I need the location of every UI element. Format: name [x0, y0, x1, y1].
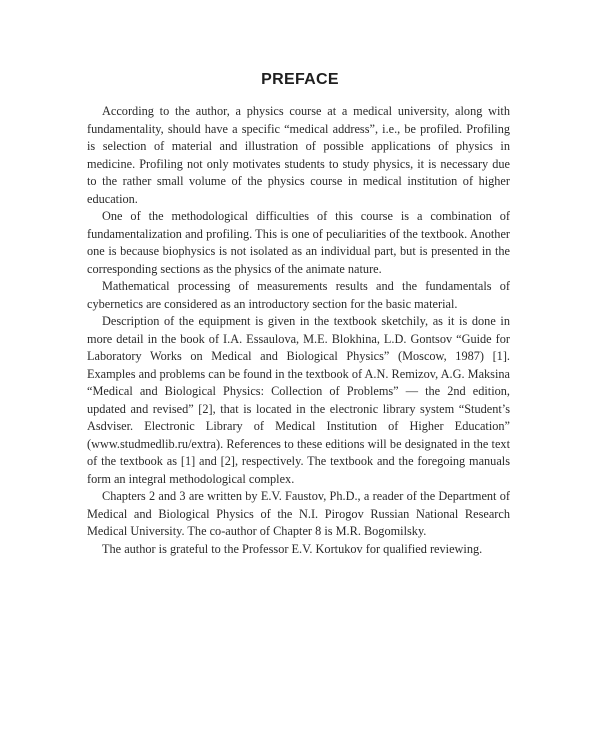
- page-title: PREFACE: [261, 71, 339, 88]
- paragraph: According to the author, a physics course at a medical university, along with fundamentality, should have a specific “medical address”, i.e., be profiled. Profiling is selection of material and illustration of possible applications of physics in medicine. Profiling not only motivates students to study physics, it is necessary due to the rather small volume of the physics course in medical institution of higher education.: [87, 104, 510, 206]
- paragraph: Mathematical processing of measurements results and the fundamentals of cybernetics are considered as an introductory section for the basic material.: [87, 279, 510, 311]
- paragraph: Chapters 2 and 3 are written by E.V. Faustov, Ph.D., a reader of the Department of Medical and Biological Physics of the N.I. Pirogov Russian National Research Medical University. The co-author of Chapter 8 is M.R. Bogomilsky.: [87, 489, 510, 538]
- preface-body: [87, 103, 510, 558]
- paragraph: One of the methodological difficulties of this course is a combination of fundamentalization and profiling. This is one of peculiarities of the textbook. Another one is because biophysics is not isolated as an individual part, but is presented in the corresponding sections as the physics of the animate nature.: [87, 209, 510, 276]
- paragraph: The author is grateful to the Professor E.V. Kortukov for qualified reviewing.: [102, 541, 483, 556]
- paragraph: Description of the equipment is given in the textbook sketchily, as it is done in more detail in the book of I.A. Essaulova, M.E. Blokhina, L.D. Gontsov “Guide for Laboratory Works on Medical and Biological Physics” (Moscow, 1987) [1]. Examples and problems can be found in the textbook of A.N. Remizov, A.G. Maksina “Medical and Biological Physics: Collection of Problems” — the 2nd edition, updated and revised” [2], that is located in the electronic library system “Student’s Asdviser. Electronic Library of Medical Institution of Higher Education” (www.studmedlib.ru/extra). References to these editions will be designated in the text of the textbook as [1] and [2], respectively. The textbook and the foregoing manuals form an integral methodological complex.: [87, 314, 510, 486]
